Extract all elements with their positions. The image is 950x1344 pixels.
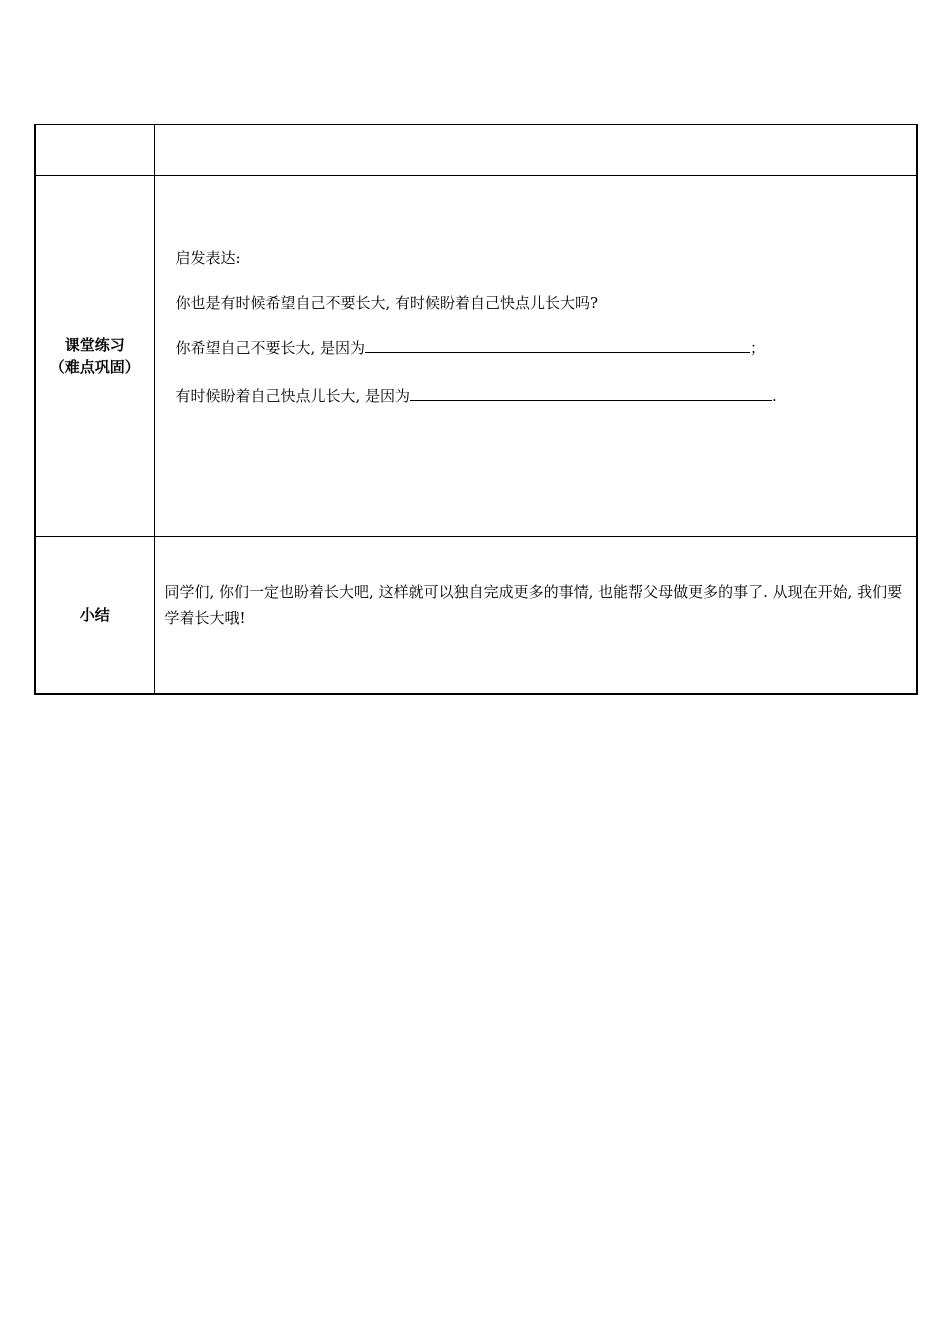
row-content-cell	[154, 537, 917, 695]
row-label-cell	[35, 176, 154, 537]
row-content-cell	[154, 125, 917, 176]
summary-label: 小结	[79, 606, 110, 624]
lesson-table	[34, 124, 918, 695]
table-row	[35, 125, 917, 176]
fill-line-2-prefix: 有时候盼着自己快点儿长大, 是因为	[175, 387, 411, 405]
table-row	[35, 176, 917, 537]
fill-line-1-suffix: ；	[750, 339, 766, 357]
table-row	[35, 537, 917, 695]
question-text: 你也是有时候希望自己不要长大, 有时候盼着自己快点儿长大吗?	[175, 294, 599, 312]
answer-blank-1[interactable]	[365, 338, 750, 353]
row-label-cell	[35, 125, 154, 176]
prompt-title: 启发表达:	[175, 249, 241, 267]
fill-line-2	[176, 386, 777, 406]
fill-line-1	[176, 338, 766, 358]
practice-label: 课堂练习	[64, 336, 125, 354]
fill-line-2-suffix: .	[772, 387, 777, 405]
practice-sublabel: （难点巩固）	[49, 358, 140, 376]
summary-text: 同学们, 你们一定也盼着长大吧, 这样就可以独自完成更多的事情, 也能帮父母做更多的事了. 从现在开始, 我们要学着长大哦!	[164, 583, 903, 627]
summary-content	[155, 537, 917, 693]
fill-line-1-prefix: 你希望自己不要长大, 是因为	[175, 339, 366, 357]
practice-content	[155, 176, 917, 536]
answer-blank-2[interactable]	[410, 386, 772, 401]
row-label-cell	[35, 537, 154, 695]
row-content-cell	[154, 176, 917, 537]
